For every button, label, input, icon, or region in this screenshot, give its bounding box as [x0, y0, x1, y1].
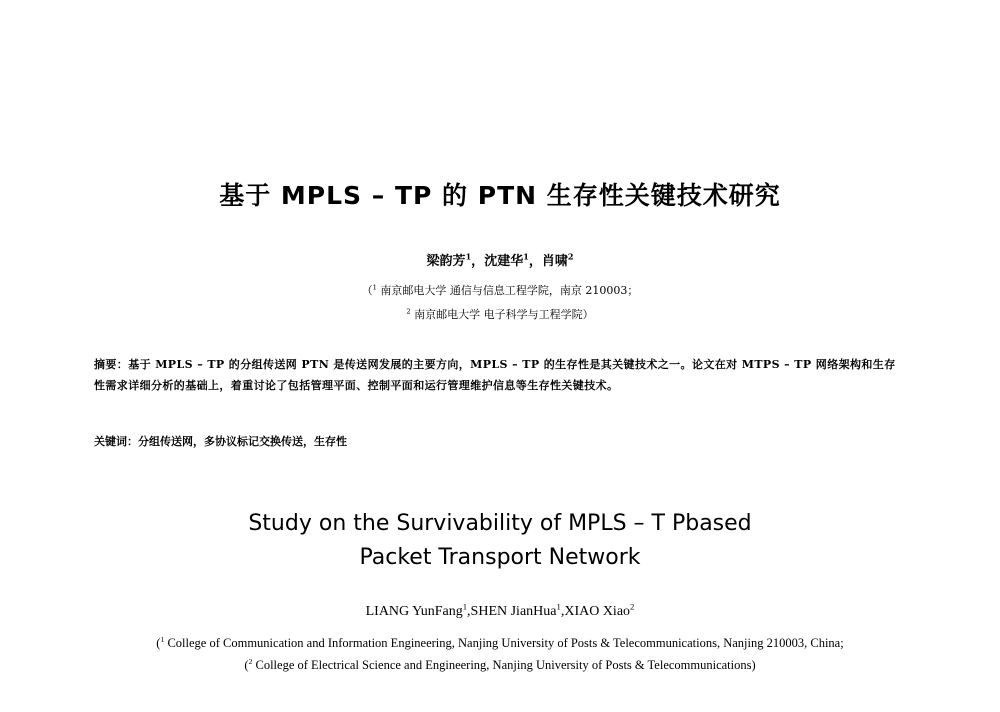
- chinese-affiliation-2: [0, 306, 1000, 322]
- author-1-affil-mark: 1: [462, 601, 468, 612]
- affiliation-mark: 2: [248, 656, 253, 666]
- author-3: 肖啸: [541, 254, 568, 269]
- english-affiliation-1: [0, 636, 1000, 651]
- keywords-label: 关键词：: [94, 435, 138, 448]
- author-1: LIANG YunFang: [365, 604, 463, 619]
- affiliation-mark: 2: [406, 307, 411, 316]
- author-2: SHEN JianHua: [470, 604, 557, 619]
- chinese-keywords: [94, 433, 902, 449]
- abstract-text: 基于 MPLS – TP 的分组传送网 PTN 是传送网发展的主要方向，MPLS – TP 的生存性是其关键技术之一。论文在对 MTPS – TP 网络架构和生存性需求详细分析的基础上，着重讨论了包括管理平面、控制平面和运行管理维护信息等生存性关键技术。: [94, 358, 896, 392]
- english-authors: [0, 601, 1000, 620]
- affiliation-mark: 1: [372, 283, 377, 292]
- author-3: XIAO Xiao: [564, 604, 631, 619]
- affiliation-open-paren: （: [361, 284, 373, 297]
- author-1-affil-mark: 1: [465, 251, 472, 262]
- chinese-abstract: [94, 354, 902, 396]
- affiliation-open-paren: (: [156, 636, 161, 650]
- author-2-affil-mark: 1: [523, 251, 529, 262]
- english-title-line-1: Study on the Survivability of MPLS – T Pbased: [248, 511, 752, 536]
- affiliation-text: 南京邮电大学 电子科学与工程学院）: [410, 308, 594, 321]
- author-3-affil-mark: 2: [630, 601, 635, 612]
- author-2-affil-mark: 1: [556, 601, 561, 612]
- author-separator: ,: [467, 604, 471, 619]
- author-2: 沈建华: [484, 254, 524, 269]
- affiliation-open-paren: (: [244, 658, 249, 672]
- chinese-authors: [0, 250, 1000, 269]
- author-separator: ，: [471, 254, 485, 269]
- author-separator: ,: [560, 604, 565, 619]
- abstract-label: 摘要：: [94, 358, 129, 371]
- author-separator: ，: [528, 254, 542, 269]
- author-1: 梁韵芳: [426, 254, 466, 269]
- chinese-title: 基于 MPLS – TP 的 PTN 生存性关键技术研究: [219, 181, 781, 210]
- affiliation-text: College of Communication and Information Engineering, Nanjing University of Posts & Telecommunications, Nanjing 210003, China;: [164, 636, 844, 650]
- keywords-text: 分组传送网，多协议标记交换传送，生存性: [138, 435, 347, 448]
- author-3-affil-mark: 2: [567, 251, 574, 262]
- affiliation-mark: 1: [160, 634, 165, 644]
- english-title: [0, 507, 1000, 575]
- affiliation-text: 南京邮电大学 通信与信息工程学院，南京 210003；: [376, 284, 639, 297]
- affiliation-text: College of Electrical Science and Engineering, Nanjing University of Posts & Telecommunications): [252, 658, 756, 672]
- english-title-line-2: Packet Transport Network: [359, 545, 641, 570]
- chinese-affiliation-1: [0, 282, 1000, 298]
- english-affiliation-2: [0, 658, 1000, 673]
